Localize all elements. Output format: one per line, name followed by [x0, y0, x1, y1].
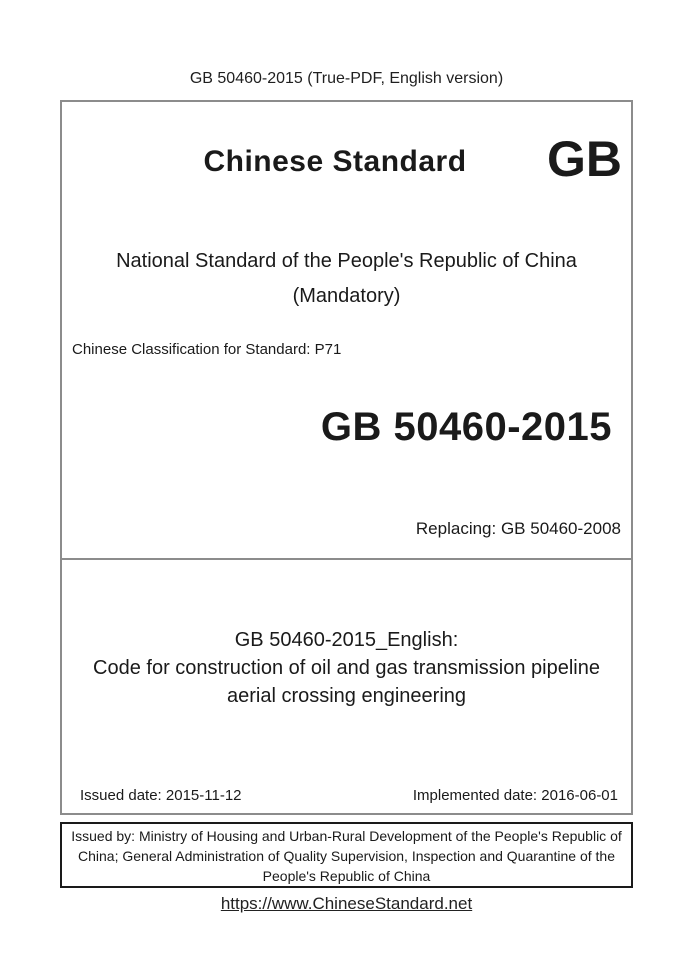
issuer-line-1: Issued by: Ministry of Housing and Urban-Rural Development of the People's Republic of — [71, 828, 622, 844]
english-title-line-2: Code for construction of oil and gas transmission pipeline — [93, 657, 600, 679]
english-title-line-1: GB 50460-2015_English: — [234, 629, 459, 651]
standard-code: GB 50460-2015 — [320, 405, 612, 449]
website-link[interactable]: https://www.ChineseStandard.net — [220, 894, 473, 913]
english-title-block — [62, 626, 631, 710]
issuer-line-3: People's Republic of China — [262, 868, 431, 884]
english-title-line-3: aerial crossing engineering — [226, 685, 467, 707]
national-standard-line: National Standard of the People's Republic of China — [116, 250, 577, 272]
implemented-date: Implemented date: 2016-06-01 — [412, 787, 618, 804]
brand-title: Chinese Standard — [203, 145, 467, 178]
gb-logo: GB — [547, 131, 622, 187]
replacing-line: Replacing: GB 50460-2008 — [415, 519, 621, 538]
dates-row — [62, 787, 631, 804]
issuer-box — [60, 822, 633, 888]
mandatory-line: (Mandatory) — [292, 285, 401, 307]
issuer-line-2: China; General Administration of Quality Supervision, Inspection and Quarantine of the — [78, 848, 615, 864]
standard-cover-box — [60, 100, 633, 815]
classification-line: Chinese Classification for Standard: P71 — [72, 341, 342, 358]
horizontal-divider — [62, 558, 631, 560]
issued-date: Issued date: 2015-11-12 — [80, 787, 242, 804]
page-header: GB 50460-2015 (True-PDF, English version) — [189, 70, 504, 87]
